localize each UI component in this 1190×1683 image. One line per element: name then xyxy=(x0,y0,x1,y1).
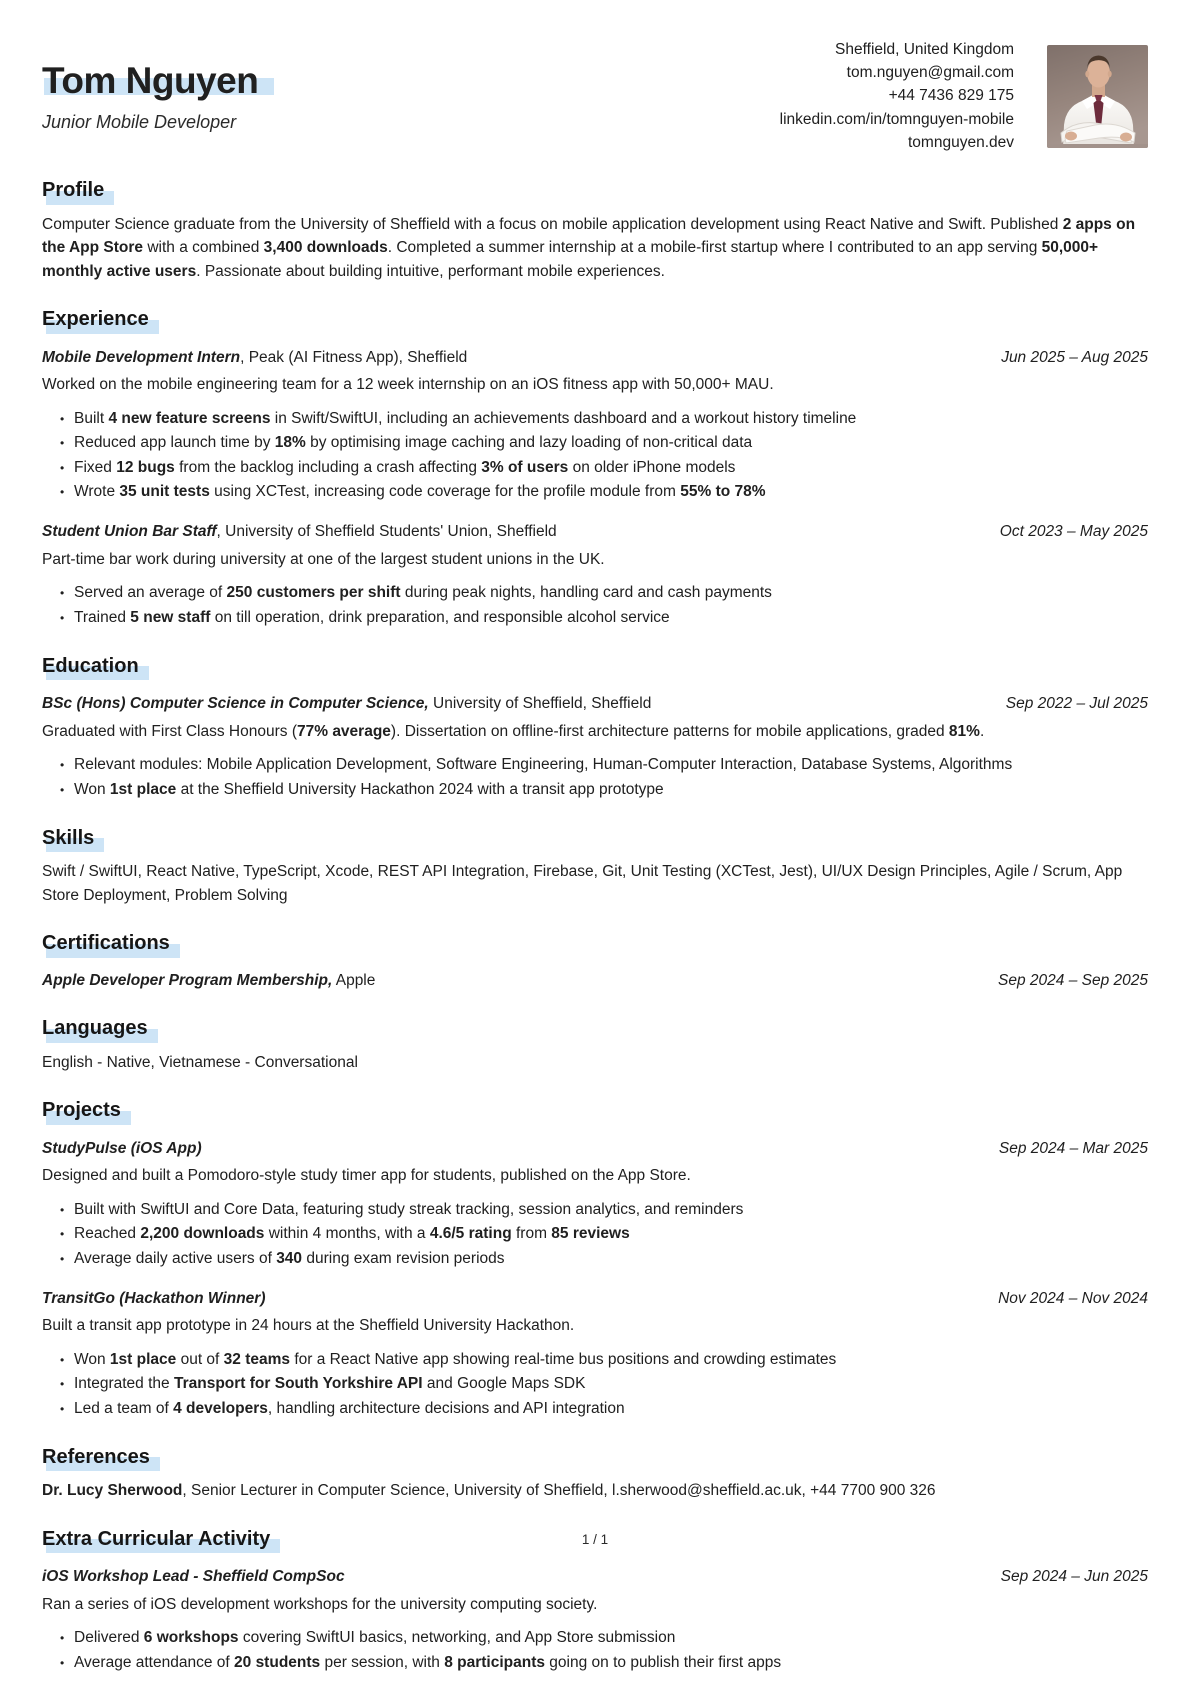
bullet-item: • Delivered 6 workshops covering SwiftUI basics, networking, and App Store submission xyxy=(60,1626,1148,1650)
certification-entry xyxy=(42,969,1148,993)
entry-title: Student Union Bar Staff, University of Sheffield Students' Union, Sheffield xyxy=(42,523,557,541)
bullet-item: • Built 4 new feature screens in Swift/SwiftUI, including an achievements dashboard and a workout history timeline xyxy=(60,407,1148,431)
section-heading-extra-curricular: Extra Curricular Activity xyxy=(42,1527,271,1550)
contact-website: tomnguyen.dev xyxy=(908,133,1014,151)
section-heading-references: References xyxy=(42,1445,150,1468)
bullet-item: • Won 1st place out of 32 teams for a React Native app showing real-time bus positions and crowding estimates xyxy=(60,1348,1148,1372)
project-entry xyxy=(42,1287,1148,1421)
education-entry xyxy=(42,692,1148,802)
contact-block xyxy=(780,36,1014,154)
entry-summary: Worked on the mobile engineering team for a 12 week internship on an iOS fitness app with 50,000+ MAU. xyxy=(42,376,774,394)
bullet-item: • Won 1st place at the Sheffield University Hackathon 2024 with a transit app prototype xyxy=(60,778,1148,802)
profile-photo xyxy=(1047,45,1148,148)
bullet-item: • Built with SwiftUI and Core Data, featuring study streak tracking, session analytics, and reminders xyxy=(60,1198,1148,1222)
bullet-item: • Integrated the Transport for South Yorkshire API and Google Maps SDK xyxy=(60,1372,1148,1396)
section-projects xyxy=(42,1099,1148,1421)
bullet-item: • Wrote 35 unit tests using XCTest, increasing code coverage for the profile module from 55% to 78% xyxy=(60,480,1148,504)
entry-title: iOS Workshop Lead - Sheffield CompSoc xyxy=(42,1568,345,1586)
section-education xyxy=(42,655,1148,802)
entry-date: Nov 2024 – Nov 2024 xyxy=(998,1289,1148,1307)
entry-date: Sep 2024 – Mar 2025 xyxy=(998,1139,1148,1157)
section-heading-profile: Profile xyxy=(42,179,105,202)
bullet-item: • Fixed 12 bugs from the backlog including a crash affecting 3% of users on older iPhone models xyxy=(60,456,1148,480)
person-name: Tom Nguyen xyxy=(42,60,259,101)
skills-text: Swift / SwiftUI, React Native, TypeScript, Xcode, REST API Integration, Firebase, Git, Unit Testing (XCTest, Jest), UI/UX Design Principles, Agile / Scrum, App Store Deployment, Problem Solving xyxy=(42,863,1123,904)
bullet-item: • Average attendance of 20 students per session, with 8 participants going on to publish their first apps xyxy=(60,1651,1148,1675)
entry-bullets xyxy=(42,407,1148,505)
section-heading-experience: Experience xyxy=(42,308,149,331)
entry-title: StudyPulse (iOS App) xyxy=(42,1139,202,1157)
section-heading-projects: Projects xyxy=(42,1099,121,1122)
bullet-item: • Reduced app launch time by 18% by optimising image caching and lazy loading of non-critical data xyxy=(60,431,1148,455)
section-languages xyxy=(42,1017,1148,1074)
entry-title: Mobile Development Intern, Peak (AI Fitness App), Sheffield xyxy=(42,348,468,366)
languages-text: English - Native, Vietnamese - Conversational xyxy=(42,1053,358,1071)
entry-bullets xyxy=(42,1348,1148,1421)
contact-location: Sheffield, United Kingdom xyxy=(835,41,1014,58)
entry-title: BSc (Hons) Computer Science in Computer Science, University of Sheffield, Sheffield xyxy=(42,695,652,713)
name-block xyxy=(42,36,780,134)
section-heading-certifications: Certifications xyxy=(42,932,170,955)
entry-summary: Designed and built a Pomodoro-style study timer app for students, published on the App Store. xyxy=(42,1167,691,1185)
bullet-item: • Relevant modules: Mobile Application Development, Software Engineering, Human-Computer Interaction, Database Systems, Algorithms xyxy=(60,753,1148,777)
bullet-item: • Led a team of 4 developers, handling architecture decisions and API integration xyxy=(60,1397,1148,1421)
entry-date: Sep 2022 – Jul 2025 xyxy=(1005,695,1148,713)
experience-entry xyxy=(42,346,1148,505)
entry-summary: Ran a series of iOS development workshops for the university computing society. xyxy=(42,1595,598,1613)
bullet-item: • Trained 5 new staff on till operation, drink preparation, and responsible alcohol service xyxy=(60,606,1148,630)
section-profile xyxy=(42,179,1148,283)
contact-linkedin: linkedin.com/in/tomnguyen-mobile xyxy=(779,110,1014,128)
section-heading-education: Education xyxy=(42,654,139,677)
project-entry xyxy=(42,1137,1148,1271)
job-title: Junior Mobile Developer xyxy=(42,111,237,132)
entry-title: Apple Developer Program Membership, Apple xyxy=(42,971,376,989)
entry-summary: Built a transit app prototype in 24 hours at the Sheffield University Hackathon. xyxy=(42,1317,575,1335)
profile-text: Computer Science graduate from the University of Sheffield with a focus on mobile application development using React Native and Swift. Published 2 apps on the App Store with a combined 3,400 downloads. Completed a summer internship at a mobile-first startup where I contributed to an app serving 50,000+ monthly active users. Passionate about building intuitive, performant mobile experiences. xyxy=(42,215,1136,280)
entry-summary: Part-time bar work during university at one of the largest student unions in the UK. xyxy=(42,550,605,568)
entry-title: TransitGo (Hackathon Winner) xyxy=(42,1289,266,1307)
experience-entry xyxy=(42,520,1148,630)
entry-bullets xyxy=(42,581,1148,630)
section-references xyxy=(42,1446,1148,1503)
page-number: 1 / 1 xyxy=(581,1532,609,1547)
bullet-item: • Served an average of 250 customers per shift during peak nights, handling card and cash payments xyxy=(60,581,1148,605)
contact-email: tom.nguyen@gmail.com xyxy=(846,64,1014,82)
entry-date: Sep 2024 – Jun 2025 xyxy=(1000,1568,1148,1586)
section-experience xyxy=(42,308,1148,630)
entry-bullets xyxy=(42,753,1148,802)
entry-date: Jun 2025 – Aug 2025 xyxy=(1001,348,1148,366)
section-heading-languages: Languages xyxy=(42,1017,148,1040)
bullet-item: • Reached 2,200 downloads within 4 months, with a 4.6/5 rating from 85 reviews xyxy=(60,1222,1148,1246)
contact-phone: +44 7436 829 175 xyxy=(888,87,1014,105)
references-text: Dr. Lucy Sherwood, Senior Lecturer in Computer Science, University of Sheffield, l.sherwood@sheffield.ac.uk, +44 7700 900 326 xyxy=(42,1482,936,1500)
entry-date: Sep 2024 – Sep 2025 xyxy=(998,971,1148,989)
extra-curricular-entry xyxy=(42,1565,1148,1675)
bullet-item: • Average daily active users of 340 during exam revision periods xyxy=(60,1247,1148,1271)
entry-bullets xyxy=(42,1626,1148,1675)
entry-date: Oct 2023 – May 2025 xyxy=(999,523,1148,541)
section-heading-skills: Skills xyxy=(42,826,95,849)
entry-bullets xyxy=(42,1198,1148,1271)
section-certifications xyxy=(42,932,1148,992)
header xyxy=(42,36,1148,154)
section-skills xyxy=(42,827,1148,908)
entry-summary: Graduated with First Class Honours (77% average). Dissertation on offline-first architecture patterns for mobile applications, graded 81%. xyxy=(42,722,985,740)
